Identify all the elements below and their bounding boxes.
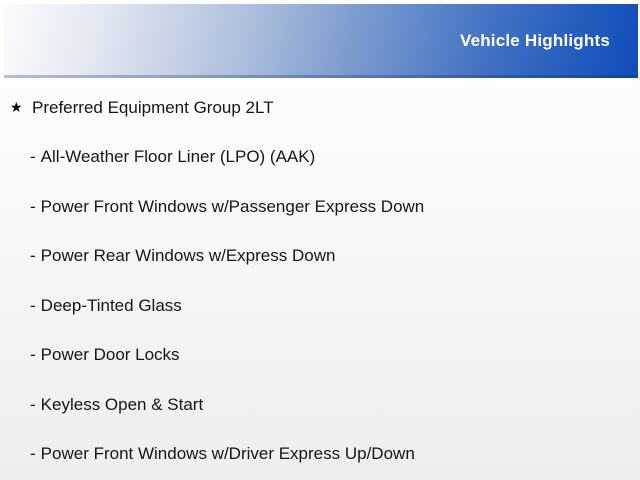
dash-bullet: - (30, 394, 36, 414)
dash-bullet: - (30, 295, 36, 315)
dash-bullet: - (30, 444, 36, 464)
dash-bullet: - (30, 246, 36, 266)
list-item-label: Keyless Open & Start (40, 394, 204, 414)
list-item (0, 380, 640, 430)
list-item-label: Power Front Windows w/Passenger Express Down (40, 196, 425, 216)
list-item (0, 281, 640, 331)
list-item-label: Deep-Tinted Glass (40, 295, 182, 315)
list-item (0, 430, 640, 480)
dash-bullet: - (30, 196, 36, 216)
list-item-label: Power Front Windows w/Driver Express Up/Down (40, 444, 415, 464)
dash-bullet: - (30, 345, 36, 365)
highlights-list (0, 83, 640, 479)
list-item (0, 133, 640, 183)
list-item (0, 182, 640, 232)
list-item-label: All-Weather Floor Liner (LPO) (AAK) (40, 147, 316, 167)
star-icon: ★ (10, 99, 23, 116)
dash-bullet: - (30, 147, 36, 167)
page-title: Vehicle Highlights (459, 31, 610, 50)
list-item-label: Power Door Locks (40, 345, 180, 365)
list-item (0, 232, 640, 282)
list-item (0, 331, 640, 381)
list-item (0, 83, 640, 133)
header-banner (4, 4, 638, 78)
list-item-label: Power Rear Windows w/Express Down (40, 246, 336, 266)
list-item-label: Preferred Equipment Group 2LT (32, 97, 274, 117)
